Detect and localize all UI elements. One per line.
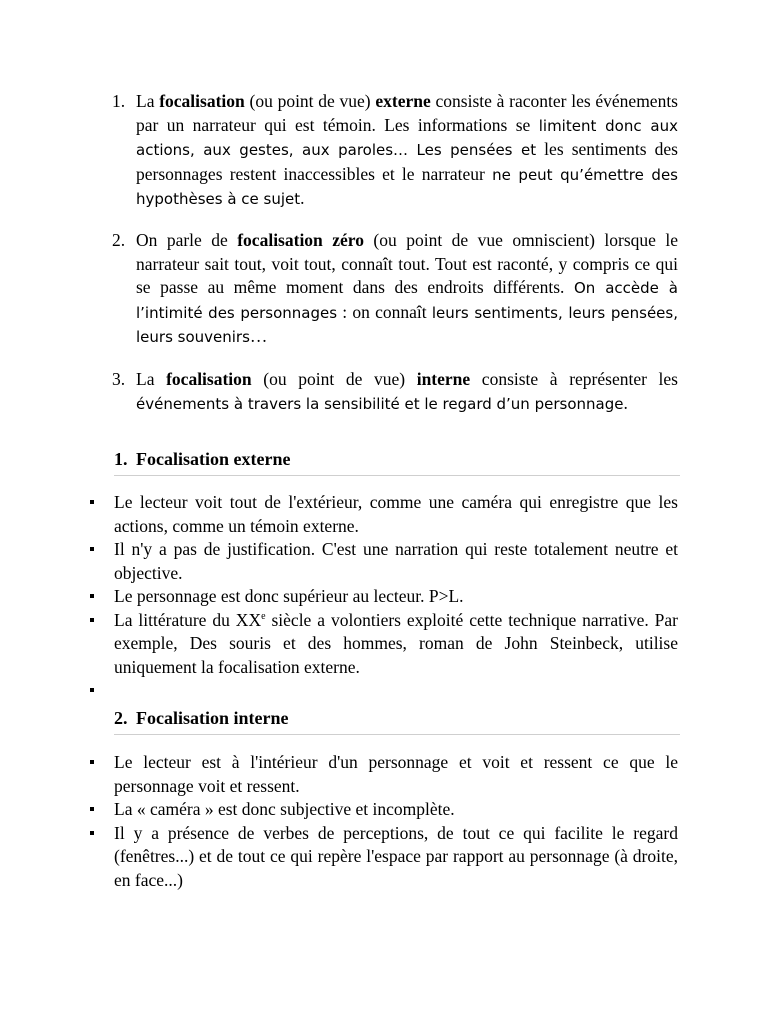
bullet-icon bbox=[90, 594, 94, 598]
list-item-text: siècle a volontiers exploité cette technique narrative. Par exemple, Des souris et des hommes, roman de John Steinbeck, utilise uniquement la focalisation externe. bbox=[114, 609, 678, 677]
list-number: 3. bbox=[112, 369, 126, 389]
emphasis-run: ne peut qu’émettre des hypothèses à ce sujet bbox=[136, 165, 678, 208]
intro-paragraph bbox=[136, 90, 678, 212]
text-run: . bbox=[623, 392, 628, 413]
list-item-text: Le lecteur est à l'intérieur d'un personnage et voit et ressent ce que le personnage voit et ressent. bbox=[114, 752, 678, 796]
intro-paragraph bbox=[136, 368, 678, 416]
emphasis-run: événements à travers la sensibilité et le regard d’un personnage bbox=[136, 394, 624, 413]
bold-term: focalisation bbox=[166, 369, 252, 389]
emphasis-run: limitent donc aux actions, aux gestes, aux paroles… Les pensées et bbox=[136, 116, 678, 159]
text-run: La bbox=[136, 369, 167, 389]
list-item bbox=[90, 491, 678, 538]
superscript: e bbox=[261, 610, 266, 622]
section-heading-interne bbox=[114, 708, 680, 735]
list-item-text: Il y a présence de verbes de perceptions, de tout ce qui facilite le regard (fenêtres...) et de tout ce qui repère l'espace par rapport au personnage (à droite, en face...) bbox=[114, 822, 678, 890]
list-item bbox=[90, 822, 678, 893]
list-item-text: Le lecteur voit tout de l'extérieur, comme une caméra qui enregistre que les actions, comme un témoin externe. bbox=[114, 492, 678, 536]
heading-title: Focalisation externe bbox=[136, 449, 291, 469]
intro-item-externe bbox=[112, 90, 678, 212]
bullet-icon bbox=[90, 760, 94, 764]
bullet-list-externe bbox=[90, 491, 678, 703]
text-run: consiste à raconter les événements par un narrateur qui est témoin. Les informations se bbox=[136, 91, 678, 135]
bold-term: interne bbox=[416, 369, 471, 389]
text-run: : on connaît bbox=[337, 301, 432, 322]
bullet-icon bbox=[90, 547, 94, 551]
bold-term: focalisation zéro bbox=[237, 230, 364, 250]
emphasis-run: leurs sentiments, leurs pensées, leurs souvenirs bbox=[136, 303, 678, 346]
bold-term: focalisation bbox=[159, 91, 245, 111]
bullet-list-interne bbox=[90, 751, 678, 892]
intro-item-interne bbox=[112, 368, 678, 416]
text-run: On parle de bbox=[136, 230, 238, 250]
list-item bbox=[90, 798, 678, 822]
list-item bbox=[90, 751, 678, 798]
text-run: (ou point de vue) bbox=[244, 91, 376, 111]
list-item-text: La littérature du XX bbox=[114, 609, 262, 630]
heading-title: Focalisation interne bbox=[136, 708, 289, 728]
heading-number: 1. bbox=[114, 449, 128, 469]
intro-item-zero bbox=[112, 229, 678, 350]
bold-term: externe bbox=[375, 91, 431, 111]
bullet-icon bbox=[90, 500, 94, 504]
list-item-text: La « caméra » est donc subjective et incomplète. bbox=[114, 799, 455, 819]
bullet-icon bbox=[90, 618, 94, 622]
bullet-icon bbox=[90, 831, 94, 835]
heading-number: 2. bbox=[114, 708, 128, 728]
list-number: 1. bbox=[112, 91, 126, 111]
list-number: 2. bbox=[112, 230, 126, 250]
list-item bbox=[90, 585, 678, 609]
list-item-text: Le personnage est donc supérieur au lecteur. P>L. bbox=[114, 586, 464, 606]
list-item-empty bbox=[90, 679, 678, 703]
text-run: consiste à représenter les bbox=[470, 369, 678, 389]
intro-paragraph bbox=[136, 229, 678, 350]
text-run: … bbox=[249, 326, 268, 346]
text-run: . bbox=[300, 188, 305, 208]
text-run: les sentiments des personnages restent inaccessibles et le narrateur bbox=[136, 139, 678, 184]
list-item bbox=[90, 609, 678, 680]
bullet-icon bbox=[90, 807, 94, 811]
text-run: (ou point de vue omniscient) lorsque le narrateur sait tout, voit tout, connaît tout. Tout est raconté, y compris ce qui se passe au même moment dans des endroits différents. bbox=[136, 230, 678, 297]
text-run: La bbox=[136, 91, 160, 111]
list-item-text: Il n'y a pas de justification. C'est une narration qui reste totalement neutre et objective. bbox=[114, 539, 678, 583]
emphasis-run: On accède à l’intimité des personnages bbox=[136, 279, 678, 322]
list-item bbox=[90, 538, 678, 585]
bullet-icon bbox=[90, 688, 94, 692]
text-run: (ou point de vue) bbox=[251, 369, 417, 389]
section-heading-externe bbox=[114, 449, 680, 476]
